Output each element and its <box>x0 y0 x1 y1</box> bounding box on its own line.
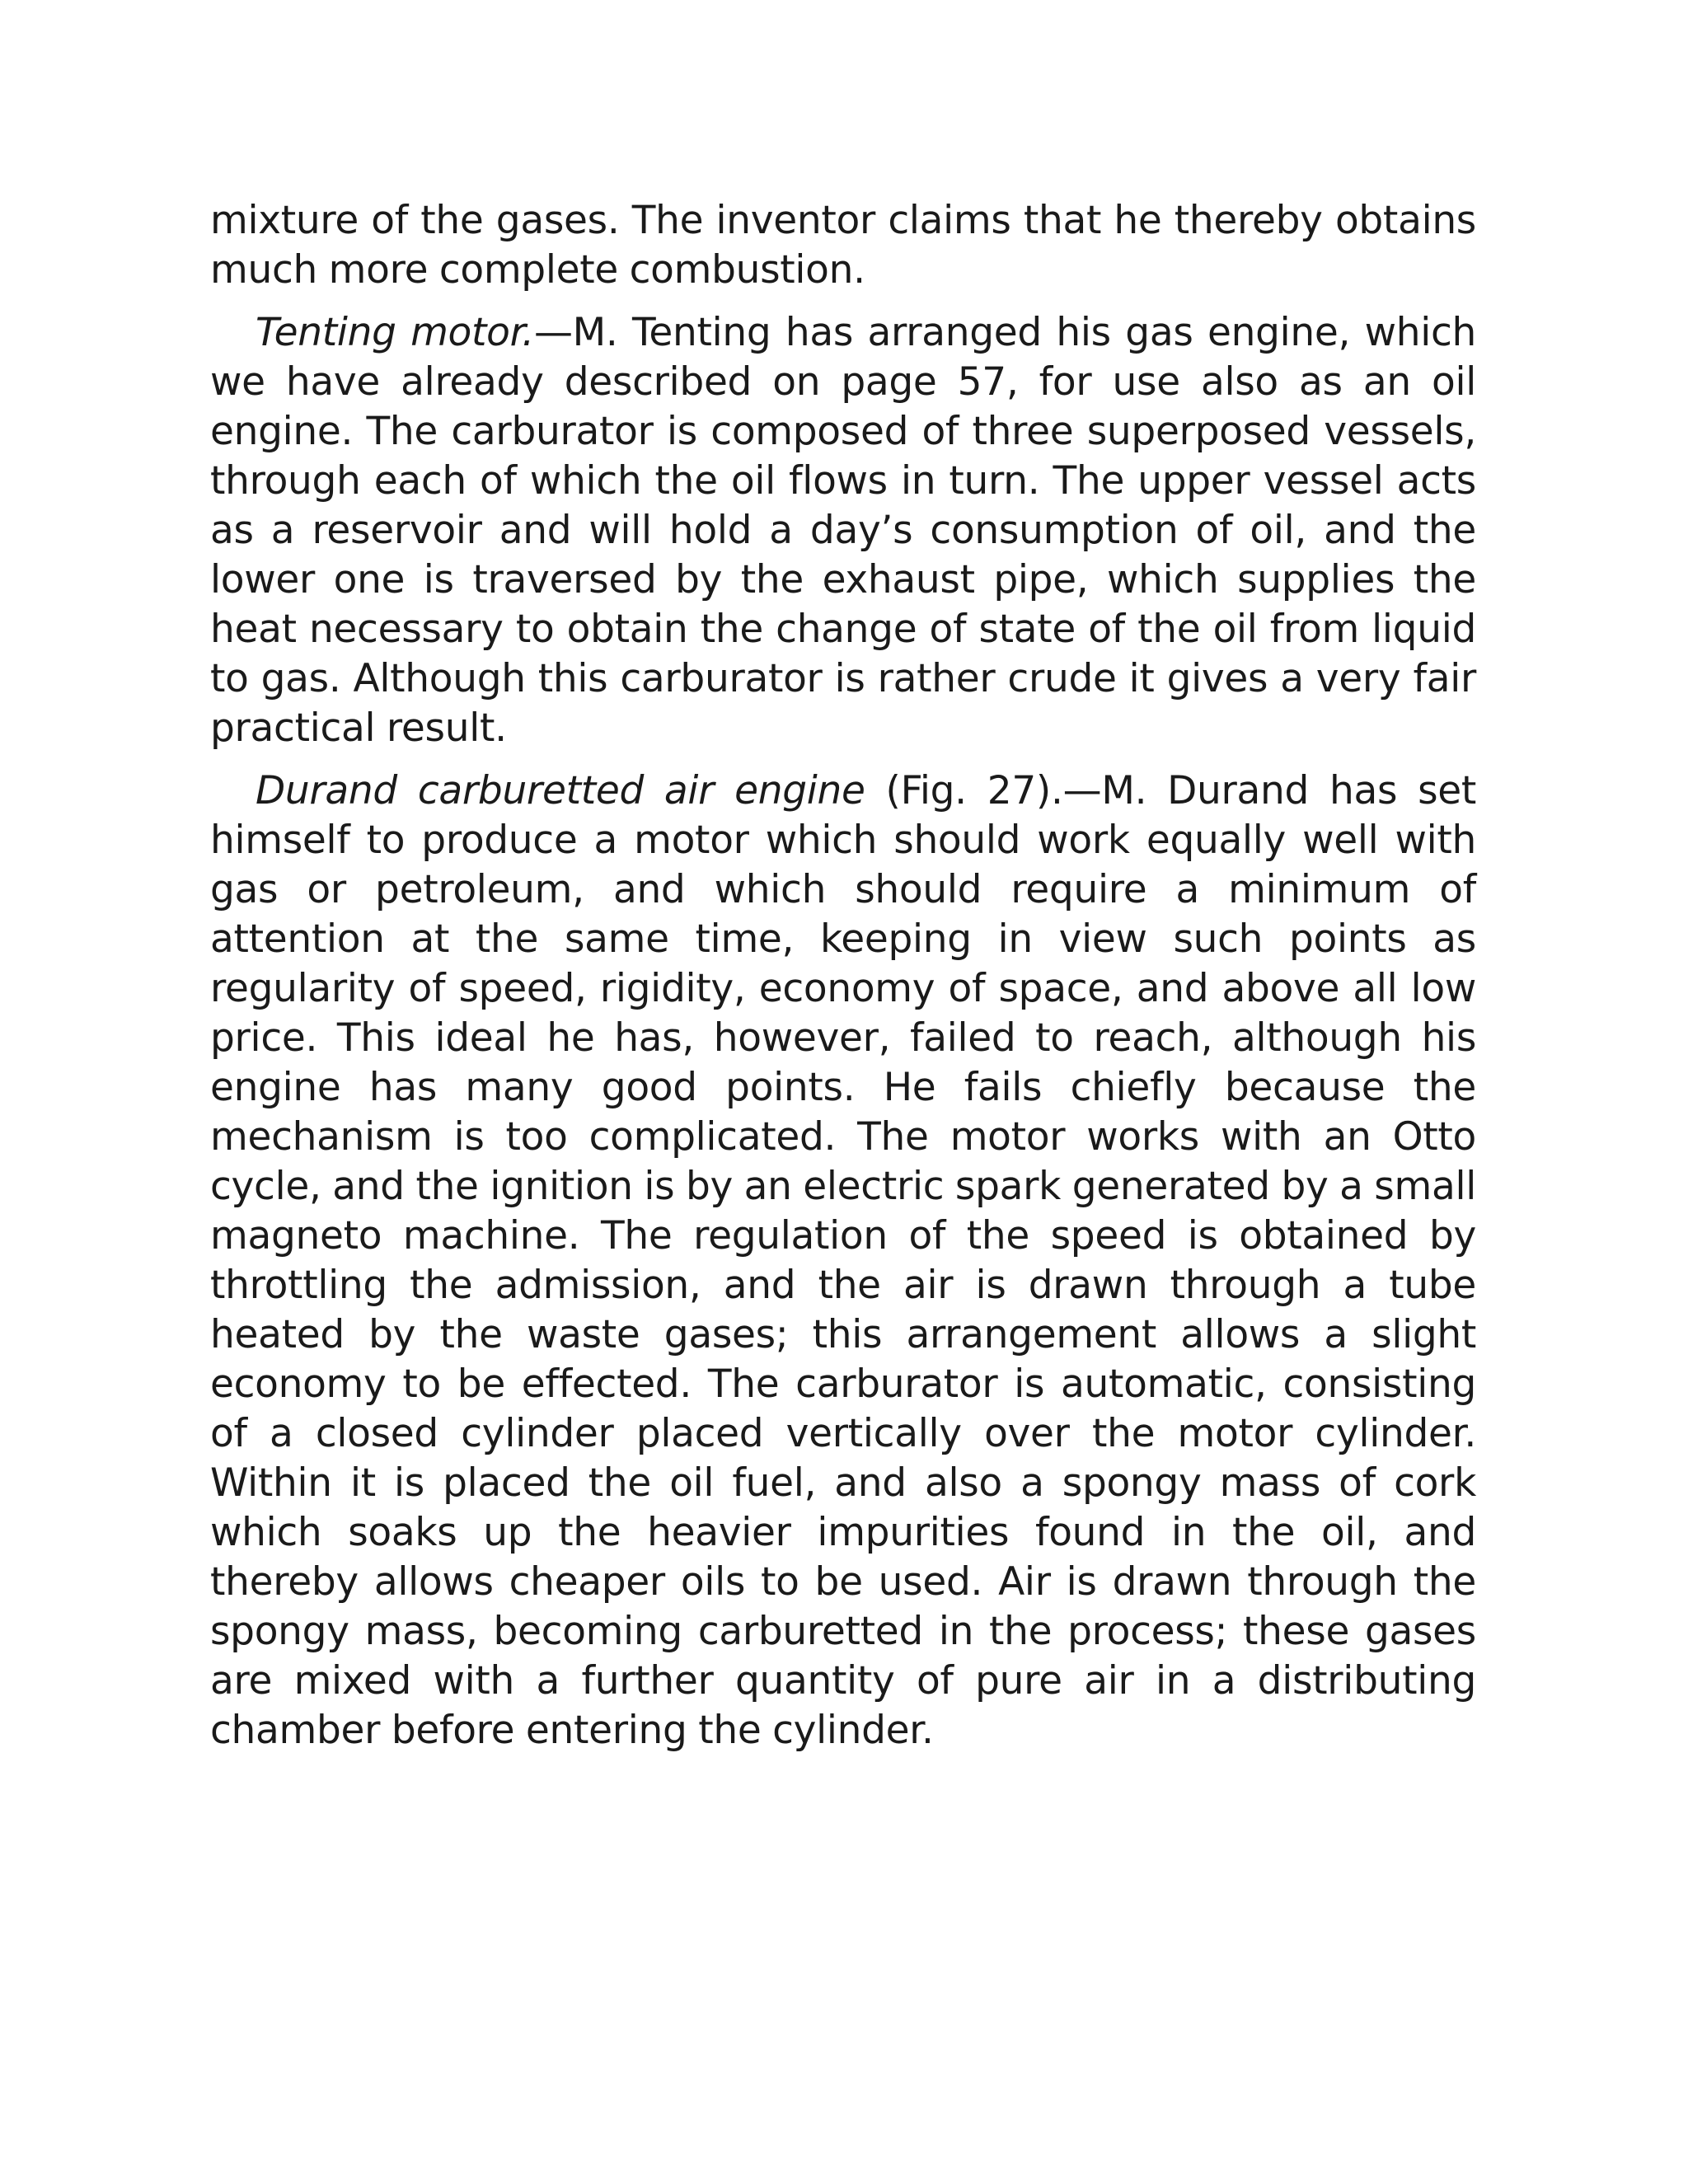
paragraph-3-text: (Fig. 27).—M. Durand has set himself to produce a motor which should work equally well with gas or petroleum, and which should require a minimum of attention at the same time, keeping in view such points as regularity of speed, rigidity, economy of space, and above all low price. This ideal he has, however, failed to reach, although his engine has many good points. He fails chiefly because the mechanism is too complicated. The motor works with an Otto cycle, and the ignition is by an electric spark generated by a small magneto machine. The regulation of the speed is obtained by throttling the admission, and the air is drawn through a tube heated by the waste gases; this arrangement allows a slight economy to be effected. The carburator is automatic, consisting of a closed cylinder placed vertically over the motor cylinder. Within it is placed the oil fuel, and also a spongy mass of cork which soaks up the heavier impurities found in the oil, and thereby allows cheaper oils to be used. Air is drawn through the spongy mass, becoming carburetted in the process; these gases are mixed with a further quantity of pure air in a distributing chamber before entering the cylinder. <box>210 768 1476 1753</box>
paragraph-1-text: mixture of the gases. The inventor claims that he thereby obtains much more complete combustion. <box>210 198 1476 293</box>
paragraph-2 <box>210 308 1476 753</box>
paragraph-3-heading: Durand carburetted air engine <box>256 768 865 813</box>
paragraph-3 <box>210 766 1476 1755</box>
paragraph-2-text: —M. Tenting has arranged his gas engine, which we have already described on page 57, for use also as an oil engine. The carburator is composed of three superposed vessels, through each of which the oil flows in turn. The upper vessel acts as a reservoir and will hold a day’s consumption of oil, and the lower one is traversed by the exhaust pipe, which supplies the heat necessary to obtain the change of state of the oil from liquid to gas. Although this carburator is rather crude it gives a very fair practical result. <box>210 310 1476 751</box>
paragraph-2-heading: Tenting motor. <box>256 310 534 355</box>
paragraph-1 <box>210 196 1476 295</box>
body-text <box>210 196 1476 1769</box>
